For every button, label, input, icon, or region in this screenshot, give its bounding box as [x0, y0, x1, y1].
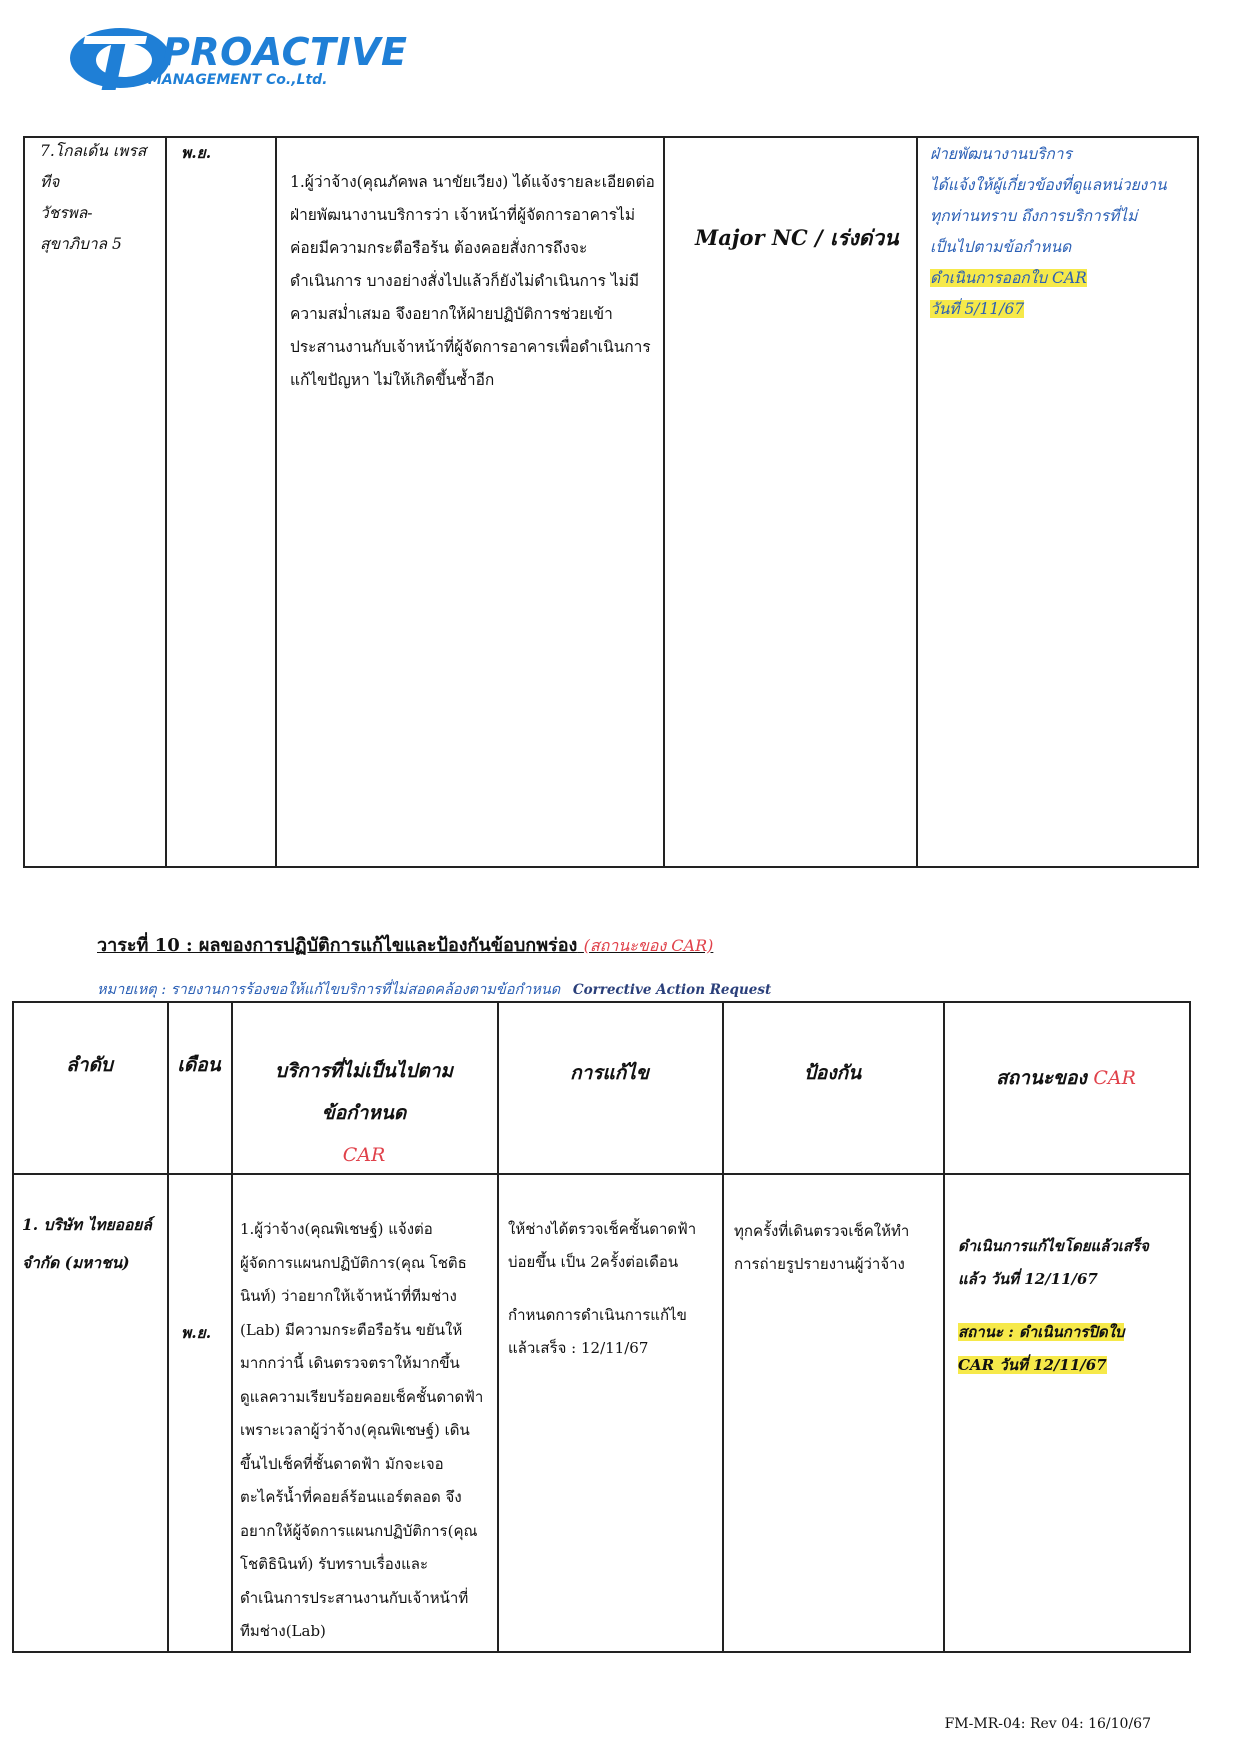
section-10-title: วาระที่ 10 : ผลของการปฏิบัติการแก้ไขและป้องกันข้อบกพร่อง (สถานะของ CAR) — [97, 935, 714, 956]
row-month: พ.ย. — [181, 1323, 212, 1342]
company-name: PROACTIVE — [162, 30, 408, 74]
severity-label: Major NC / เร่งด่วน — [695, 225, 899, 250]
car-issued-highlight: ดำเนินการออกใบ CAR — [930, 269, 1087, 287]
site-name: 7.โกลเด้น เพรส ทีจ วัชรพล- สุขาภิบาล 5 — [40, 142, 147, 253]
section-10-title-suffix: (สถานะของ CAR) — [583, 936, 714, 955]
month-cell: พ.ย. — [181, 143, 212, 162]
col-header-month: เดือน — [177, 1054, 221, 1076]
section-10-note: หมายเหตุ : รายงานการร้องขอให้แก้ไขบริการที่ไม่สอดคล้องตามข้อกำหนด Corrective Action Request — [97, 982, 772, 998]
row-fix: ให้ช่างได้ตรวจเช็คชั้นดาดฟ้า บ่อยขึ้น เป็น 2ครั้งต่อเดือน กำหนดการดำเนินการแก้ไข แล้วเสร็จ : 12/11/67 — [508, 1220, 697, 1357]
row-company: 1. บริษัท ไทยออยล์ จำกัด (มหาชน) — [22, 1215, 152, 1272]
col-header-service: บริการที่ไม่เป็นไปตาม ข้อกำหนด CAR — [275, 1060, 453, 1166]
section-10-note-en: Corrective Action Request — [572, 982, 772, 998]
row-service-detail: 1.ผู้ว่าจ้าง(คุณพิเชษฐ์) แจ้งต่อ ผู้จัดการแผนกปฏิบัติการ(คุณ โชติธ นินท์) ว่าอยากให้เจ้าหน้าที่ทีมช่าง (Lab) มีความกระตือรือร้น ขยันให้ มากกว่านี้ เดินตรวจตราให้มากขึ้น ดูแลความเรียบร้อยคอยเช็คชั้นดาดฟ้า เพราะเวลาผู้ว่าจ้าง(คุณพิเชษฐ์) เดิน ขึ้นไปเช็คที่ชั้นดาดฟ้า มักจะเจอ ตะไคร้น้ำที่คอยล์ร้อนแอร์ตลอด จึง อยากให้ผู้จัดการแผนกปฏิบัติการ(คุณ โชติธินินท์) รับทราบเรื่องและ ดำเนินการประสานงานกับเจ้าหน้าที่ ทีมช่าง(Lab) — [240, 1220, 484, 1640]
row-prevent: ทุกครั้งที่เดินตรวจเช็คให้ทำ การถ่ายรูปรายงานผู้ว่าจ้าง — [734, 1222, 910, 1273]
col-header-no: ลำดับ — [66, 1054, 113, 1076]
col-header-prevent: ป้องกัน — [803, 1062, 862, 1084]
company-subname: MANAGEMENT Co.,Ltd. — [148, 72, 328, 88]
complaint-detail: 1.ผู้ว่าจ้าง(คุณภัคพล นาขัยเวียง) ได้แจ้งรายละเอียดต่อ ฝ่ายพัฒนางานบริการว่า เจ้าหน้าที่ผู้จัดการอาคารไม่ ค่อยมีความกระตือรือร้น ต้องคอยสั่งการถึงจะ ดำเนินการ บางอย่างสั่งไปแล้วก็ยังไม่ดำเนินการ ไม่มี ความสม่ำเสมอ จึงอยากให้ฝ่ายปฏิบัติการช่วยเข้า ประสานงานกับเจ้าหน้าที่ผู้จัดการอาคารเพื่อดำเนินการ แก้ไขปัญหา ไม่ให้เกิดขึ้นซ้ำอีก — [290, 173, 655, 389]
car-closed-highlight: สถานะ : ดำเนินการปิดใบ — [958, 1323, 1125, 1341]
col-header-status: สถานะของ CAR — [996, 1067, 1136, 1089]
col-header-fix: การแก้ไข — [570, 1062, 649, 1084]
form-code: FM-MR-04: Rev 04: 16/10/67 — [944, 1716, 1151, 1732]
row-status: ดำเนินการแก้ไขโดยแล้วเสร็จ แล้ว วันที่ 12/11/67 สถานะ : ดำเนินการปิดใบ CAR วันที่ 12/11/67 — [958, 1230, 1186, 1382]
action-taken: ฝ่ายพัฒนางานบริการ ได้แจ้งให้ผู้เกี่ยวข้องที่ดูแลหน่วยงาน ทุกท่านทราบ ถึงการบริการที่ไม่ เป็นไปตามข้อกำหนด ดำเนินการออกใบ CAR วันที่ 5/11/67 — [930, 139, 1195, 325]
